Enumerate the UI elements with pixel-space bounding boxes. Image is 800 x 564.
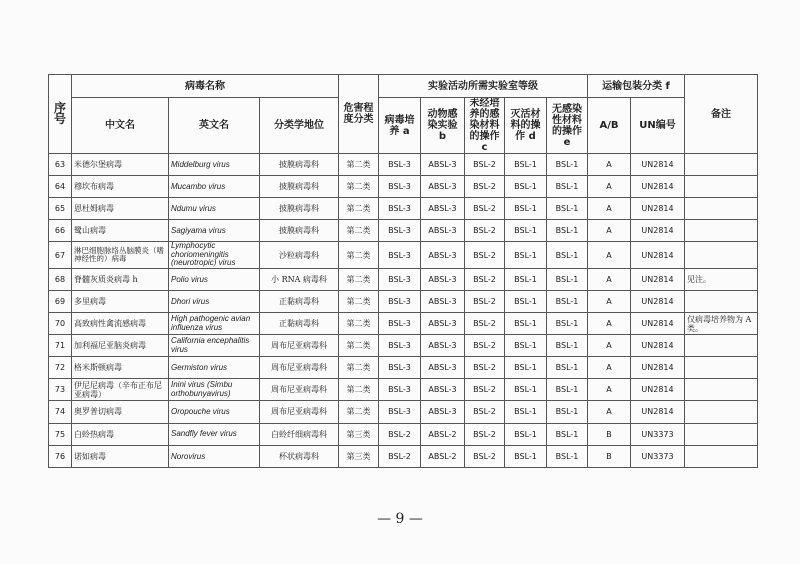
- english-name-cell: Inini virus (Simbu orthobunyavirus): [169, 379, 260, 401]
- header-noninfectious: 无感染性材料的操作 e: [547, 98, 588, 154]
- inactivated-level-cell: BSL-1: [505, 176, 547, 198]
- english-name-cell: Norovirus: [169, 445, 260, 467]
- ab-class-cell: A: [588, 357, 631, 379]
- animal-level-cell: ABSL-3: [421, 335, 465, 357]
- hazard-class-cell: 第二类: [339, 401, 379, 423]
- header-lab-level: 实验活动所需实验室等级: [379, 75, 588, 98]
- taxonomy-cell: 周布尼亚病毒科: [260, 335, 339, 357]
- remarks-cell: [685, 220, 758, 242]
- hazard-class-cell: 第二类: [339, 313, 379, 335]
- table-row: [49, 335, 758, 357]
- un-number-cell: UN3373: [631, 423, 685, 445]
- inactivated-level-cell: BSL-1: [505, 242, 547, 269]
- animal-level-cell: ABSL-3: [421, 357, 465, 379]
- table-row: [49, 176, 758, 198]
- culture-level-cell: BSL-3: [379, 176, 421, 198]
- row-number-cell: 73: [49, 379, 72, 401]
- header-hazard: 危害程度分类: [339, 75, 379, 154]
- header-en-name: 英文名: [169, 98, 260, 154]
- english-name-cell: Lymphocytic choriomeningitis (neurotropic) virus: [169, 242, 260, 269]
- ab-class-cell: B: [588, 423, 631, 445]
- english-name-cell: Mucambo virus: [169, 176, 260, 198]
- remarks-cell: [685, 423, 758, 445]
- animal-level-cell: ABSL-3: [421, 268, 465, 290]
- un-number-cell: UN2814: [631, 401, 685, 423]
- culture-level-cell: BSL-3: [379, 220, 421, 242]
- table-row: [49, 154, 758, 176]
- animal-level-cell: ABSL-2: [421, 445, 465, 467]
- remarks-cell: [685, 290, 758, 312]
- ab-class-cell: A: [588, 290, 631, 312]
- taxonomy-cell: 白蛉纤细病毒科: [260, 423, 339, 445]
- culture-level-cell: BSL-3: [379, 242, 421, 269]
- chinese-name-cell: 高致病性禽流感病毒: [72, 313, 169, 335]
- noninfectious-level-cell: BSL-1: [547, 357, 588, 379]
- inactivated-level-cell: BSL-1: [505, 357, 547, 379]
- remarks-cell: [685, 198, 758, 220]
- noninfectious-level-cell: BSL-1: [547, 242, 588, 269]
- header-ab: A/B: [588, 98, 631, 154]
- hazard-class-cell: 第二类: [339, 220, 379, 242]
- ab-class-cell: A: [588, 176, 631, 198]
- culture-level-cell: BSL-3: [379, 198, 421, 220]
- animal-level-cell: ABSL-3: [421, 313, 465, 335]
- uncultured-level-cell: BSL-2: [465, 154, 505, 176]
- noninfectious-level-cell: BSL-1: [547, 198, 588, 220]
- taxonomy-cell: 周布尼亚病毒科: [260, 379, 339, 401]
- animal-level-cell: ABSL-3: [421, 379, 465, 401]
- row-number-cell: 71: [49, 335, 72, 357]
- remarks-cell: [685, 445, 758, 467]
- ab-class-cell: A: [588, 401, 631, 423]
- noninfectious-level-cell: BSL-1: [547, 379, 588, 401]
- taxonomy-cell: 周布尼亚病毒科: [260, 357, 339, 379]
- row-number-cell: 65: [49, 198, 72, 220]
- row-number-cell: 67: [49, 242, 72, 269]
- header-culture: 病毒培养 a: [379, 98, 421, 154]
- table-row: [49, 401, 758, 423]
- culture-level-cell: BSL-3: [379, 290, 421, 312]
- english-name-cell: High pathogenic avian influenza virus: [169, 313, 260, 335]
- animal-level-cell: ABSL-3: [421, 220, 465, 242]
- culture-level-cell: BSL-3: [379, 401, 421, 423]
- table-row: [49, 379, 758, 401]
- uncultured-level-cell: BSL-2: [465, 198, 505, 220]
- row-number-cell: 70: [49, 313, 72, 335]
- inactivated-level-cell: BSL-1: [505, 290, 547, 312]
- chinese-name-cell: 伊尼尼病毒（辛布正布尼亚病毒）: [72, 379, 169, 401]
- header-taxonomy: 分类学地位: [260, 98, 339, 154]
- english-name-cell: Oropouche virus: [169, 401, 260, 423]
- un-number-cell: UN2814: [631, 290, 685, 312]
- un-number-cell: UN2814: [631, 154, 685, 176]
- english-name-cell: Polio virus: [169, 268, 260, 290]
- un-number-cell: UN2814: [631, 176, 685, 198]
- header-transport: 运输包装分类 f: [588, 75, 685, 98]
- row-number-cell: 69: [49, 290, 72, 312]
- noninfectious-level-cell: BSL-1: [547, 445, 588, 467]
- un-number-cell: UN2814: [631, 242, 685, 269]
- chinese-name-cell: 米德尔堡病毒: [72, 154, 169, 176]
- un-number-cell: UN2814: [631, 220, 685, 242]
- ab-class-cell: A: [588, 335, 631, 357]
- header-seq: 序号: [49, 75, 72, 154]
- inactivated-level-cell: BSL-1: [505, 379, 547, 401]
- inactivated-level-cell: BSL-1: [505, 154, 547, 176]
- remarks-cell: [685, 401, 758, 423]
- table-row: [49, 220, 758, 242]
- ab-class-cell: B: [588, 445, 631, 467]
- table-row: [49, 357, 758, 379]
- inactivated-level-cell: BSL-1: [505, 313, 547, 335]
- chinese-name-cell: 白蛉热病毒: [72, 423, 169, 445]
- row-number-cell: 74: [49, 401, 72, 423]
- table-row: [49, 313, 758, 335]
- inactivated-level-cell: BSL-1: [505, 401, 547, 423]
- remarks-cell: [685, 242, 758, 269]
- remarks-cell: [685, 335, 758, 357]
- hazard-class-cell: 第三类: [339, 423, 379, 445]
- hazard-class-cell: 第二类: [339, 335, 379, 357]
- taxonomy-cell: 正黏病毒科: [260, 290, 339, 312]
- header-remarks: 备注: [685, 75, 758, 154]
- animal-level-cell: ABSL-3: [421, 290, 465, 312]
- hazard-class-cell: 第二类: [339, 290, 379, 312]
- header-cn-name: 中文名: [72, 98, 169, 154]
- culture-level-cell: BSL-3: [379, 379, 421, 401]
- noninfectious-level-cell: BSL-1: [547, 290, 588, 312]
- culture-level-cell: BSL-3: [379, 268, 421, 290]
- remarks-cell: 仅病毒培养物为 A 类。: [685, 313, 758, 335]
- chinese-name-cell: 鹭山病毒: [72, 220, 169, 242]
- ab-class-cell: A: [588, 268, 631, 290]
- header-inactivated: 灭活材料的操作 d: [505, 98, 547, 154]
- animal-level-cell: ABSL-3: [421, 176, 465, 198]
- english-name-cell: Middelburg virus: [169, 154, 260, 176]
- table-body: [49, 154, 758, 468]
- row-number-cell: 72: [49, 357, 72, 379]
- ab-class-cell: A: [588, 313, 631, 335]
- uncultured-level-cell: BSL-2: [465, 290, 505, 312]
- culture-level-cell: BSL-3: [379, 313, 421, 335]
- remarks-cell: [685, 357, 758, 379]
- taxonomy-cell: 小 RNA 病毒科: [260, 268, 339, 290]
- table-row: [49, 423, 758, 445]
- hazard-class-cell: 第二类: [339, 268, 379, 290]
- inactivated-level-cell: BSL-1: [505, 198, 547, 220]
- table-row: [49, 198, 758, 220]
- remarks-cell: 见注。: [685, 268, 758, 290]
- uncultured-level-cell: BSL-2: [465, 313, 505, 335]
- inactivated-level-cell: BSL-1: [505, 423, 547, 445]
- un-number-cell: UN2814: [631, 198, 685, 220]
- uncultured-level-cell: BSL-2: [465, 176, 505, 198]
- inactivated-level-cell: BSL-1: [505, 335, 547, 357]
- uncultured-level-cell: BSL-2: [465, 268, 505, 290]
- hazard-class-cell: 第二类: [339, 198, 379, 220]
- row-number-cell: 63: [49, 154, 72, 176]
- un-number-cell: UN2814: [631, 313, 685, 335]
- uncultured-level-cell: BSL-2: [465, 242, 505, 269]
- row-number-cell: 75: [49, 423, 72, 445]
- uncultured-level-cell: BSL-2: [465, 220, 505, 242]
- table-row: [49, 268, 758, 290]
- un-number-cell: UN2814: [631, 335, 685, 357]
- english-name-cell: Sandfly fever virus: [169, 423, 260, 445]
- header-un: UN编号: [631, 98, 685, 154]
- noninfectious-level-cell: BSL-1: [547, 423, 588, 445]
- chinese-name-cell: 淋巴细胞脉络丛脑膜炎（嗜神经性的）病毒: [72, 242, 169, 269]
- taxonomy-cell: 披膜病毒科: [260, 198, 339, 220]
- noninfectious-level-cell: BSL-1: [547, 268, 588, 290]
- table-row: [49, 242, 758, 269]
- taxonomy-cell: 披膜病毒科: [260, 154, 339, 176]
- taxonomy-cell: 沙粒病毒科: [260, 242, 339, 269]
- un-number-cell: UN2814: [631, 357, 685, 379]
- un-number-cell: UN2814: [631, 379, 685, 401]
- taxonomy-cell: 周布尼亚病毒科: [260, 401, 339, 423]
- ab-class-cell: A: [588, 220, 631, 242]
- noninfectious-level-cell: BSL-1: [547, 220, 588, 242]
- chinese-name-cell: 加利福尼亚脑炎病毒: [72, 335, 169, 357]
- culture-level-cell: BSL-2: [379, 445, 421, 467]
- hazard-class-cell: 第二类: [339, 379, 379, 401]
- taxonomy-cell: 披膜病毒科: [260, 220, 339, 242]
- inactivated-level-cell: BSL-1: [505, 220, 547, 242]
- page-number: — 9 —: [377, 511, 423, 527]
- header-uncultured: 未经培养的感染材料的操作 c: [465, 98, 505, 154]
- taxonomy-cell: 正黏病毒科: [260, 313, 339, 335]
- remarks-cell: [685, 176, 758, 198]
- english-name-cell: California encephalitis virus: [169, 335, 260, 357]
- row-number-cell: 64: [49, 176, 72, 198]
- chinese-name-cell: 诺如病毒: [72, 445, 169, 467]
- english-name-cell: Dhori virus: [169, 290, 260, 312]
- hazard-class-cell: 第二类: [339, 242, 379, 269]
- ab-class-cell: A: [588, 242, 631, 269]
- inactivated-level-cell: BSL-1: [505, 445, 547, 467]
- culture-level-cell: BSL-3: [379, 154, 421, 176]
- animal-level-cell: ABSL-3: [421, 401, 465, 423]
- animal-level-cell: ABSL-3: [421, 198, 465, 220]
- uncultured-level-cell: BSL-2: [465, 335, 505, 357]
- remarks-cell: [685, 154, 758, 176]
- row-number-cell: 68: [49, 268, 72, 290]
- animal-level-cell: ABSL-3: [421, 154, 465, 176]
- noninfectious-level-cell: BSL-1: [547, 335, 588, 357]
- animal-level-cell: ABSL-3: [421, 242, 465, 269]
- taxonomy-cell: 披膜病毒科: [260, 176, 339, 198]
- uncultured-level-cell: BSL-2: [465, 445, 505, 467]
- uncultured-level-cell: BSL-2: [465, 423, 505, 445]
- hazard-class-cell: 第三类: [339, 445, 379, 467]
- chinese-name-cell: 穆坎布病毒: [72, 176, 169, 198]
- english-name-cell: Germiston virus: [169, 357, 260, 379]
- ab-class-cell: A: [588, 198, 631, 220]
- virus-classification-table: [48, 74, 758, 468]
- chinese-name-cell: 脊髓灰质炎病毒 h: [72, 268, 169, 290]
- uncultured-level-cell: BSL-2: [465, 357, 505, 379]
- uncultured-level-cell: BSL-2: [465, 401, 505, 423]
- hazard-class-cell: 第二类: [339, 176, 379, 198]
- remarks-cell: [685, 379, 758, 401]
- chinese-name-cell: 奥罗普切病毒: [72, 401, 169, 423]
- english-name-cell: Ndumu virus: [169, 198, 260, 220]
- noninfectious-level-cell: BSL-1: [547, 154, 588, 176]
- row-number-cell: 66: [49, 220, 72, 242]
- ab-class-cell: A: [588, 154, 631, 176]
- chinese-name-cell: 多里病毒: [72, 290, 169, 312]
- noninfectious-level-cell: BSL-1: [547, 401, 588, 423]
- noninfectious-level-cell: BSL-1: [547, 313, 588, 335]
- taxonomy-cell: 杯状病毒科: [260, 445, 339, 467]
- un-number-cell: UN3373: [631, 445, 685, 467]
- uncultured-level-cell: BSL-2: [465, 379, 505, 401]
- header-virus-name: 病毒名称: [72, 75, 339, 98]
- animal-level-cell: ABSL-2: [421, 423, 465, 445]
- chinese-name-cell: 格米斯顿病毒: [72, 357, 169, 379]
- english-name-cell: Sagiyama virus: [169, 220, 260, 242]
- table-row: [49, 290, 758, 312]
- header-animal: 动物感染实验 b: [421, 98, 465, 154]
- inactivated-level-cell: BSL-1: [505, 268, 547, 290]
- noninfectious-level-cell: BSL-1: [547, 176, 588, 198]
- culture-level-cell: BSL-3: [379, 335, 421, 357]
- culture-level-cell: BSL-2: [379, 423, 421, 445]
- table-row: [49, 445, 758, 467]
- culture-level-cell: BSL-3: [379, 357, 421, 379]
- row-number-cell: 76: [49, 445, 72, 467]
- hazard-class-cell: 第二类: [339, 357, 379, 379]
- chinese-name-cell: 恩杜姆病毒: [72, 198, 169, 220]
- ab-class-cell: A: [588, 379, 631, 401]
- hazard-class-cell: 第二类: [339, 154, 379, 176]
- un-number-cell: UN2814: [631, 268, 685, 290]
